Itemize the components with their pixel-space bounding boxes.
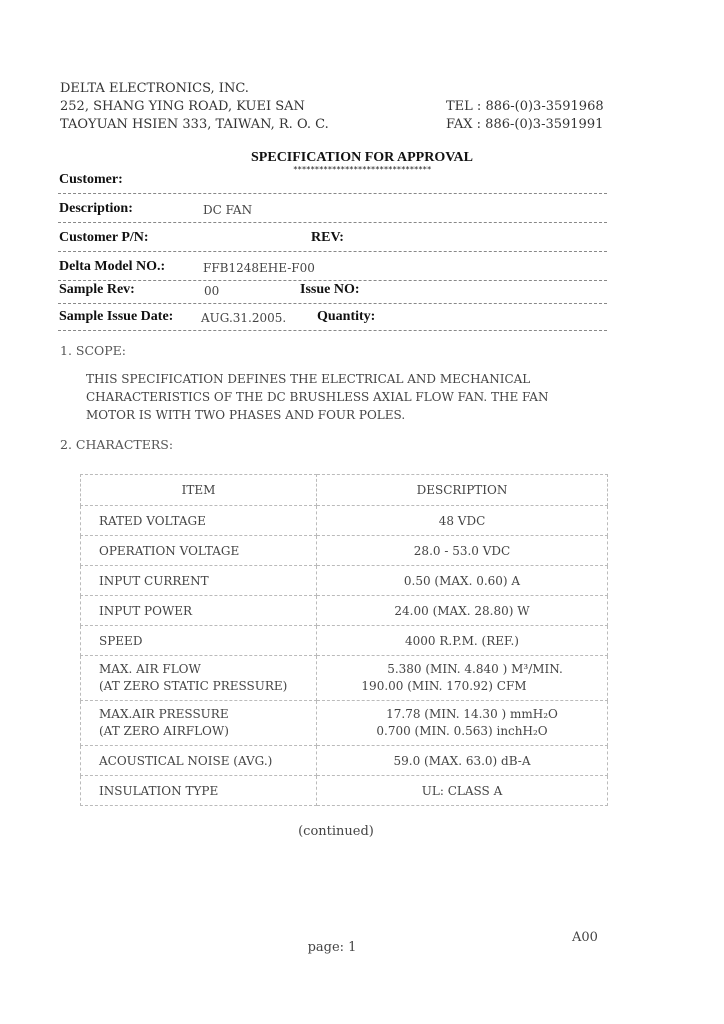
- table-row: [81, 656, 608, 701]
- sample-issue-date-field: [58, 302, 607, 331]
- description-field: [58, 194, 607, 223]
- customer-pn-field: [58, 223, 607, 252]
- scope-paragraph: [86, 370, 548, 424]
- model-value: FFB1248EHE-F00: [203, 261, 315, 275]
- table-row: [81, 506, 608, 536]
- sample-rev-value: 00: [204, 284, 220, 298]
- sample-issue-date-label: Sample Issue Date:: [59, 309, 174, 324]
- table-row: [81, 566, 608, 596]
- description-line: 5.380 (MIN. 4.840 ) M³/MIN.: [387, 662, 563, 676]
- item-cell: ACOUSTICAL NOISE (AVG.): [81, 746, 317, 776]
- item-line: MAX.AIR PRESSURE: [99, 707, 229, 721]
- company-contact: [446, 98, 604, 134]
- continued-note: (continued): [298, 824, 374, 839]
- company-address: [60, 80, 329, 134]
- revision-code: A00: [572, 930, 598, 945]
- description-value: DC FAN: [203, 203, 253, 217]
- item-cell: OPERATION VOLTAGE: [81, 536, 317, 566]
- item-line: MAX. AIR FLOW: [99, 662, 201, 676]
- description-line: 0.700 (MIN. 0.563) inchH₂O: [376, 724, 548, 738]
- item-cell: RATED VOLTAGE: [81, 506, 317, 536]
- description-cell: 59.0 (MAX. 63.0) dB-A: [317, 746, 608, 776]
- scope-heading: 1. SCOPE:: [60, 343, 127, 358]
- table-row: [81, 776, 608, 806]
- company-name: DELTA ELECTRONICS, INC.: [60, 81, 249, 96]
- column-header-description: DESCRIPTION: [317, 475, 608, 506]
- description-cell: 28.0 - 53.0 VDC: [317, 536, 608, 566]
- item-line: (AT ZERO STATIC PRESSURE): [99, 679, 288, 693]
- customer-field: [58, 165, 607, 194]
- table-row: [81, 626, 608, 656]
- address-line-2: TAOYUAN HSIEN 333, TAIWAN, R. O. C.: [60, 117, 329, 132]
- description-cell: [317, 701, 608, 746]
- table-header-row: [81, 475, 608, 506]
- table-row: [81, 596, 608, 626]
- description-cell: 0.50 (MAX. 0.60) A: [317, 566, 608, 596]
- title-underline-stars: ********************************: [292, 165, 432, 174]
- document-title: SPECIFICATION FOR APPROVAL: [251, 150, 473, 165]
- customer-pn-label: Customer P/N:: [59, 230, 149, 245]
- issue-no-label: Issue NO:: [300, 282, 360, 297]
- description-label: Description:: [59, 201, 133, 216]
- column-header-item: ITEM: [81, 475, 317, 506]
- sample-issue-date-value: AUG.31.2005.: [201, 311, 287, 325]
- description-cell: UL: CLASS A: [317, 776, 608, 806]
- table-row: [81, 746, 608, 776]
- scope-line: MOTOR IS WITH TWO PHASES AND FOUR POLES.: [86, 408, 406, 422]
- item-cell: SPEED: [81, 626, 317, 656]
- description-line: 190.00 (MIN. 170.92) CFM: [361, 679, 527, 693]
- model-label: Delta Model NO.:: [59, 259, 166, 274]
- customer-label: Customer:: [59, 172, 123, 187]
- table-row: [81, 536, 608, 566]
- item-cell: INSULATION TYPE: [81, 776, 317, 806]
- scope-line: CHARACTERISTICS OF THE DC BRUSHLESS AXIAL FLOW FAN. THE FAN: [86, 390, 549, 404]
- tel-number: TEL : 886-(0)3-3591968: [446, 99, 604, 114]
- description-cell: [317, 656, 608, 701]
- description-line: 17.78 (MIN. 14.30 ) mmH₂O: [386, 707, 558, 721]
- description-cell: 4000 R.P.M. (REF.): [317, 626, 608, 656]
- table-row: [81, 701, 608, 746]
- characters-heading: 2. CHARACTERS:: [60, 437, 174, 452]
- quantity-label: Quantity:: [317, 309, 376, 324]
- description-cell: 24.00 (MAX. 28.80) W: [317, 596, 608, 626]
- item-line: (AT ZERO AIRFLOW): [99, 724, 229, 738]
- description-cell: 48 VDC: [317, 506, 608, 536]
- sample-rev-field: [58, 275, 607, 304]
- item-cell: INPUT CURRENT: [81, 566, 317, 596]
- page-number: page: 1: [307, 940, 357, 955]
- address-line-1: 252, SHANG YING ROAD, KUEI SAN: [60, 99, 305, 114]
- item-cell: INPUT POWER: [81, 596, 317, 626]
- fax-number: FAX : 886-(0)3-3591991: [446, 117, 604, 132]
- sample-rev-label: Sample Rev:: [59, 282, 135, 297]
- item-cell: [81, 656, 317, 701]
- scope-line: THIS SPECIFICATION DEFINES THE ELECTRICAL AND MECHANICAL: [86, 372, 531, 386]
- item-cell: [81, 701, 317, 746]
- rev-label: REV:: [311, 230, 344, 245]
- characters-table: [80, 474, 608, 806]
